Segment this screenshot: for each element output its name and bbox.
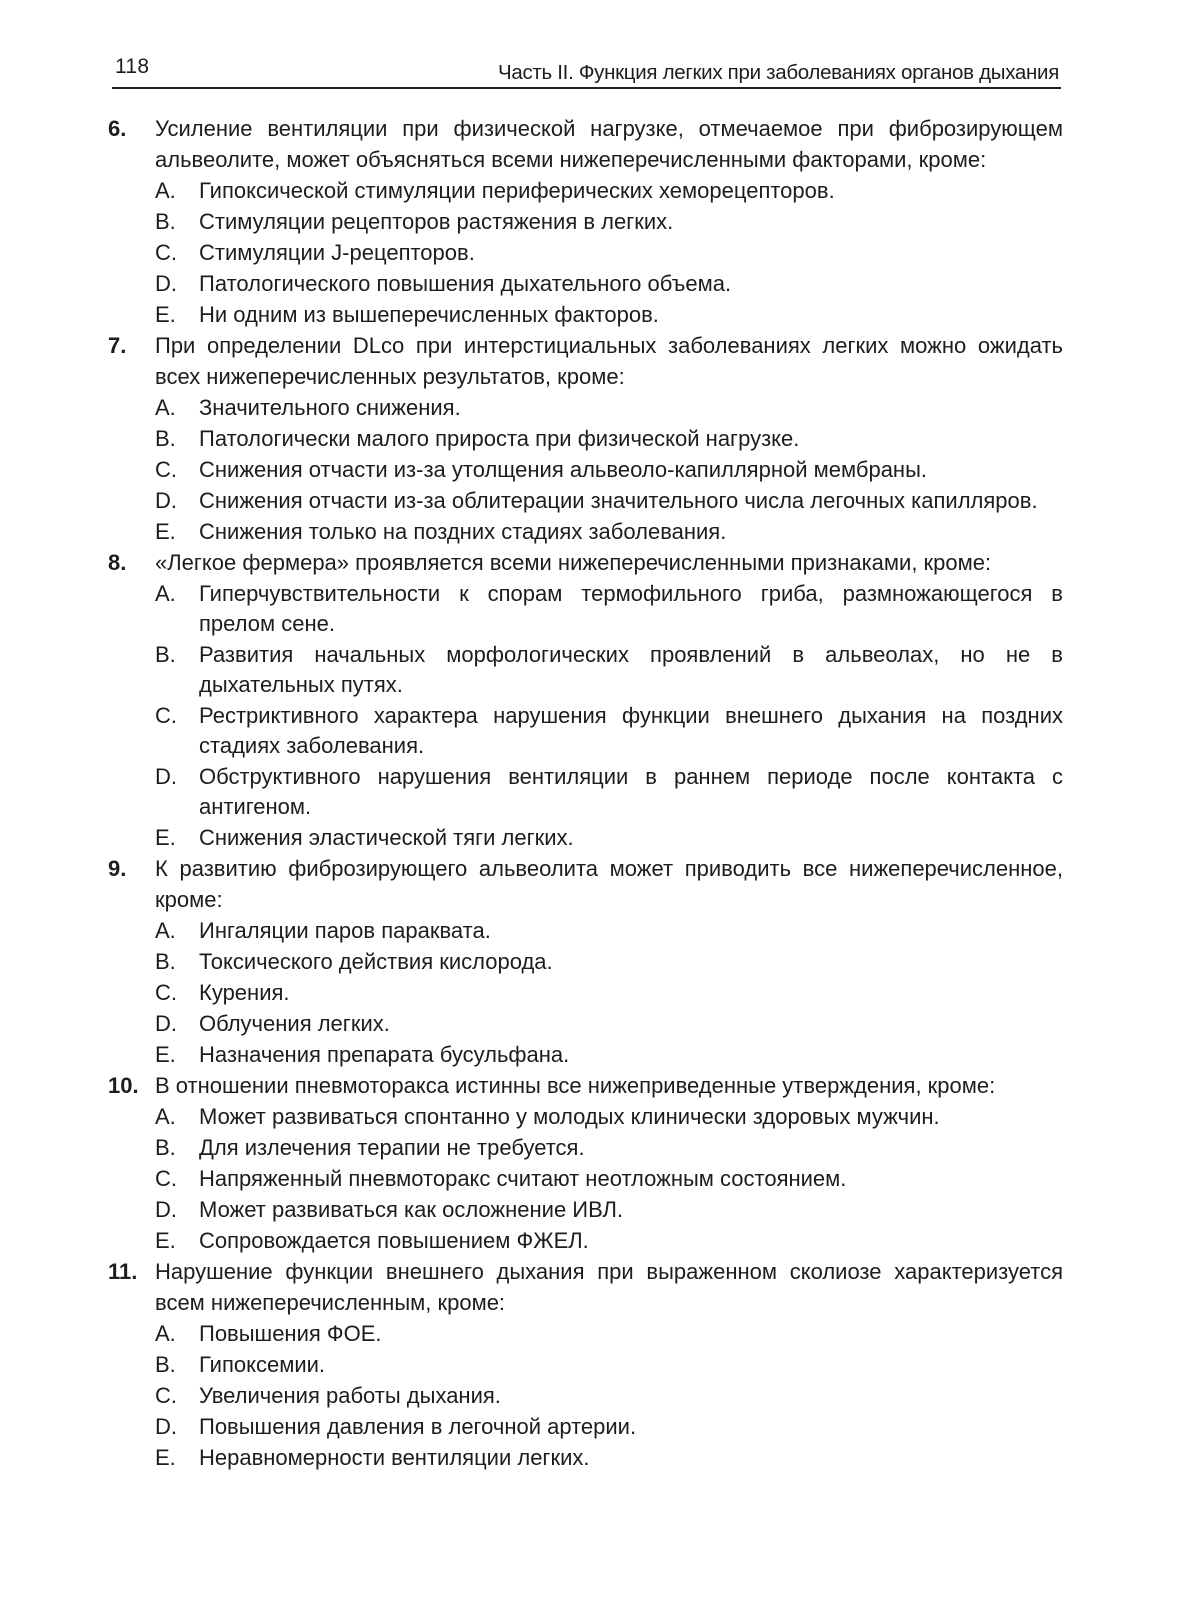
answer-option [155, 238, 1063, 268]
question-stem [108, 113, 1063, 175]
option-text: Повышения давления в легочной артерии. [199, 1414, 637, 1439]
option-letter: E. [155, 1042, 176, 1067]
question-item [108, 547, 1063, 853]
option-letter: D. [155, 271, 177, 296]
answer-option [155, 300, 1063, 330]
option-letter: D. [155, 764, 177, 789]
option-letter: A. [155, 918, 176, 943]
option-text: Снижения отчасти из-за утолщения альвеоло-капиллярной мембраны. [199, 457, 927, 482]
option-text: Патологического повышения дыхательного объема. [199, 271, 732, 296]
answer-option [155, 1350, 1063, 1380]
option-text: Сопровождается повышением ФЖЕЛ. [199, 1228, 589, 1253]
option-letter: E. [155, 519, 176, 544]
question-stem [108, 853, 1063, 915]
option-letter: B. [155, 1352, 176, 1377]
option-text: Ни одним из вышеперечисленных факторов. [199, 302, 659, 327]
option-letter: D. [155, 1011, 177, 1036]
option-text: Неравномерности вентиляции легких. [199, 1445, 590, 1470]
option-letter: A. [155, 581, 176, 606]
question-item [108, 330, 1063, 547]
answer-option [155, 1040, 1063, 1070]
question-number: 10. [108, 1073, 139, 1098]
option-text: Стимуляции рецепторов растяжения в легких. [199, 209, 674, 234]
option-letter: D. [155, 488, 177, 513]
answer-option [155, 1164, 1063, 1194]
option-letter: B. [155, 949, 176, 974]
option-letter: A. [155, 1321, 176, 1346]
answer-option [155, 1319, 1063, 1349]
answer-option [155, 486, 1063, 516]
option-letter: A. [155, 1104, 176, 1129]
answer-options [155, 393, 1063, 547]
answer-option [155, 916, 1063, 946]
answer-options [155, 1319, 1063, 1473]
question-text: К развитию фиброзирующего альвеолита может приводить все нижеперечисленное, кроме: [155, 856, 1063, 912]
question-text: Усиление вентиляции при физической нагрузке, отмечаемое при фиброзирующем альвеолите, может объясняться всеми нижеперечисленными факторами, кроме: [155, 116, 1063, 172]
option-text: Токсического действия кислорода. [199, 949, 553, 974]
answer-option [155, 207, 1063, 237]
option-text: Напряженный пневмоторакс считают неотложным состоянием. [199, 1166, 847, 1191]
answer-option [155, 1195, 1063, 1225]
option-text: Развития начальных морфологических проявлений в альвеолах, но не в дыхательных путях. [199, 642, 1063, 697]
option-text: Увеличения работы дыхания. [199, 1383, 501, 1408]
question-text: «Легкое фермера» проявляется всеми нижеперечисленными признаками, кроме: [155, 550, 992, 575]
option-letter: C. [155, 1166, 177, 1191]
question-number: 7. [108, 333, 127, 358]
question-number: 8. [108, 550, 127, 575]
option-text: Ингаляции паров параквата. [199, 918, 491, 943]
option-letter: D. [155, 1414, 177, 1439]
option-letter: E. [155, 825, 176, 850]
option-text: Для излечения терапии не требуется. [199, 1135, 585, 1160]
option-text: Стимуляции J-рецепторов. [199, 240, 475, 265]
option-text: Облучения легких. [199, 1011, 390, 1036]
option-text: Рестриктивного характера нарушения функции внешнего дыхания на поздних стадиях заболевания. [199, 703, 1063, 758]
page-header [112, 51, 1061, 89]
answer-options [155, 579, 1063, 853]
option-letter: C. [155, 1383, 177, 1408]
answer-options [155, 176, 1063, 330]
question-stem [108, 1256, 1063, 1318]
answer-option [155, 762, 1063, 822]
question-list [108, 113, 1063, 1473]
question-number: 11. [108, 1259, 138, 1284]
question-item [108, 1256, 1063, 1473]
page-number: 118 [115, 55, 150, 78]
option-letter: B. [155, 426, 176, 451]
option-text: Гиперчувствительности к спорам термофильного гриба, размножающегося в прелом сене. [199, 581, 1063, 636]
answer-options [155, 1102, 1063, 1256]
answer-options [155, 916, 1063, 1070]
question-text: При определении DLco при интерстициальных заболеваниях легких можно ожидать всех нижеперечисленных результатов, кроме: [155, 333, 1063, 389]
answer-option [155, 1226, 1063, 1256]
answer-option [155, 1443, 1063, 1473]
option-letter: B. [155, 642, 176, 667]
option-text: Назначения препарата бусульфана. [199, 1042, 570, 1067]
answer-option [155, 978, 1063, 1008]
answer-option [155, 517, 1063, 547]
question-stem [108, 330, 1063, 392]
option-text: Снижения отчасти из-за облитерации значительного числа легочных капилляров. [199, 488, 1038, 513]
option-text: Патологически малого прироста при физической нагрузке. [199, 426, 800, 451]
option-text: Может развиваться как осложнение ИВЛ. [199, 1197, 624, 1222]
answer-option [155, 176, 1063, 206]
option-text: Снижения только на поздних стадиях заболевания. [199, 519, 727, 544]
question-item [108, 1070, 1063, 1256]
option-text: Гипоксемии. [199, 1352, 326, 1377]
question-stem [108, 1070, 1063, 1101]
answer-option [155, 1381, 1063, 1411]
option-letter: E. [155, 1445, 176, 1470]
option-letter: C. [155, 457, 177, 482]
question-stem [108, 547, 1063, 578]
answer-option [155, 1133, 1063, 1163]
option-letter: A. [155, 395, 176, 420]
option-text: Повышения ФОЕ. [199, 1321, 382, 1346]
answer-option [155, 579, 1063, 639]
option-text: Курения. [199, 980, 290, 1005]
option-text: Гипоксической стимуляции периферических хеморецепторов. [199, 178, 835, 203]
option-letter: D. [155, 1197, 177, 1222]
option-letter: C. [155, 980, 177, 1005]
question-text: Нарушение функции внешнего дыхания при выраженном сколиозе характеризуется всем нижеперечисленным, кроме: [155, 1259, 1063, 1315]
answer-option [155, 424, 1063, 454]
option-text: Обструктивного нарушения вентиляции в раннем периоде после контакта с антигеном. [199, 764, 1063, 819]
question-item [108, 113, 1063, 330]
answer-option [155, 947, 1063, 977]
option-letter: C. [155, 703, 177, 728]
option-letter: E. [155, 1228, 176, 1253]
answer-option [155, 1412, 1063, 1442]
option-text: Снижения эластической тяги легких. [199, 825, 574, 850]
option-text: Значительного снижения. [199, 395, 461, 420]
option-letter: A. [155, 178, 176, 203]
question-number: 6. [108, 116, 127, 141]
question-item [108, 853, 1063, 1070]
question-number: 9. [108, 856, 127, 881]
option-text: Может развиваться спонтанно у молодых клинически здоровых мужчин. [199, 1104, 940, 1129]
answer-option [155, 1102, 1063, 1132]
option-letter: B. [155, 1135, 176, 1160]
answer-option [155, 269, 1063, 299]
option-letter: B. [155, 209, 176, 234]
answer-option [155, 393, 1063, 423]
running-title: Часть II. Функция легких при заболеваниях органов дыхания [498, 61, 1059, 84]
option-letter: C. [155, 240, 177, 265]
answer-option [155, 455, 1063, 485]
answer-option [155, 640, 1063, 700]
option-letter: E. [155, 302, 176, 327]
answer-option [155, 823, 1063, 853]
answer-option [155, 701, 1063, 761]
answer-option [155, 1009, 1063, 1039]
question-text: В отношении пневмоторакса истинны все нижеприведенные утверждения, кроме: [155, 1073, 996, 1098]
